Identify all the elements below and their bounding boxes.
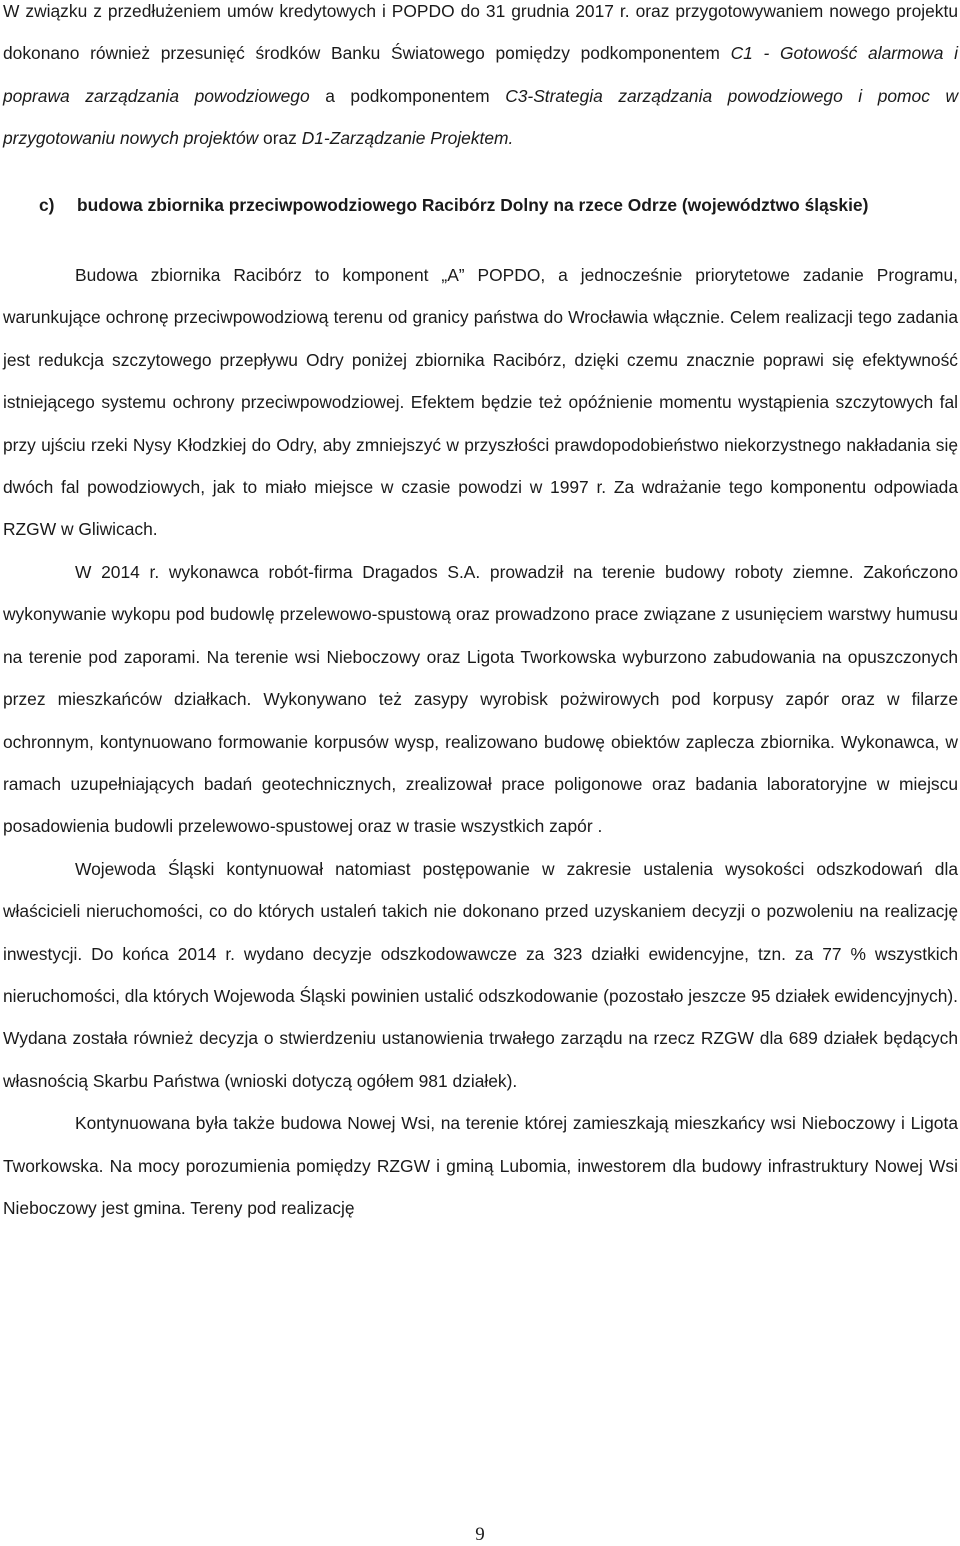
paragraph-works-2014: W 2014 r. wykonawca robót-firma Dragados S.A. prowadził na terenie budowy roboty ziemne. Zakończono wykonywanie wykopu pod budowlę przelewowo-spustową oraz prowadzono prace związane z usunięciem warstwy humusu na terenie pod zaporami. Na terenie wsi Nieboczowy oraz Ligota Tworkowska wyburzono zabudowania na opuszczonych przez mieszkańców działkach. Wykonywano też zasypy wyrobisk pożwirowych pod korpusy zapór oraz w filarze ochronnym, kontynuowano formowanie korpusów wysp, realizowano budowę obiektów zaplecza zbiornika. Wykonawca, w ramach uzupełniających badań geotechnicznych, zrealizował prace poligonowe oraz badania laboratoryjne w miejscu posadowienia budowli przelewowo-spustowej oraz w trasie wszystkich zapór .: [3, 561, 958, 837]
section-label: c): [39, 194, 55, 215]
spacer: [3, 226, 958, 254]
document-page: [3, 0, 958, 1229]
paragraph-text: a podkomponentem: [309, 85, 506, 106]
section-title: budowa zbiornika przeciwpowodziowego Racibórz Dolny na rzece Odrze (województwo śląskie): [77, 194, 869, 215]
italic-subcomponent-c3: C3-Strategia zarządzania powodziowego i pomoc w przygotowaniu nowych projektów: [3, 85, 959, 149]
paragraph-compensation: Wojewoda Śląski kontynuował natomiast postępowanie w zakresie ustalenia wysokości odszkodowań dla właścicieli nieruchomości, co do których ustaleń takich nie dokonano przed uzyskaniem decyzji o pozwoleniu na realizację inwestycji. Do końca 2014 r. wydano decyzje odszkodowawcze za 323 działki ewidencyjne, tzn. za 77 % wszystkich nieruchomości, dla których Wojewoda Śląski powinien ustalić odszkodowanie (pozostało jeszcze 95 działek ewidencyjnych). Wydana została również decyzja o stwierdzeniu ustanowienia trwałego zarządu na rzecz RZGW dla 689 działek będących własnością Skarbu Państwa (wnioski dotyczą ogółem 981 działek).: [3, 858, 958, 1091]
paragraph-reservoir-purpose: Budowa zbiornika Racibórz to komponent „A” POPDO, a jednocześnie priorytetowe zadanie Programu, warunkujące ochronę przeciwpowodziową terenu od granicy państwa do Wrocławia włącznie. Celem realizacji tego zadania jest redukcja szczytowego przepływu Odry poniżej zbiornika Racibórz, dzięki czemu znacznie poprawi się efektywność istniejącego systemu ochrony przeciwpowodziowej. Efektem będzie też opóźnienie momentu wystąpienia szczytowych fal przy ujściu rzeki Nysy Kłodzkiej do Odry, aby zmniejszyć w przyszłości prawdopodobieństwo niekorzystnego nakładania się dwóch fal powodziowych, jak to miało miejsce w czasie powodzi w 1997 r. Za wdrażanie tego komponentu odpowiada RZGW w Gliwicach.: [3, 265, 958, 540]
paragraph-new-village: Kontynuowana była także budowa Nowej Wsi, na terenie której zamieszkają mieszkańcy wsi Nieboczowy i Ligota Tworkowska. Na mocy porozumienia pomiędzy RZGW i gminą Lubomia, inwestorem dla budowy infrastruktury Nowej Wsi Nieboczowy jest gmina. Tereny pod realizację: [3, 1113, 958, 1218]
section-heading: [3, 184, 958, 226]
italic-subcomponent-c1: C1 - Gotowość alarmowa i poprawa zarządzania powodziowego: [3, 43, 958, 106]
paragraph-line: W związku z przedłużeniem umów kredytowych i POPDO do 31 grudnia 2017 r.: [3, 1, 630, 21]
paragraph-text: oraz przygotowywaniem nowego projektu dokonano również przesunięć środków Banku Światowego pomiędzy podkomponentem: [3, 1, 958, 64]
paragraph-bank-funds: [3, 0, 958, 160]
paragraph-text: oraz: [258, 128, 302, 149]
page-number: 9: [475, 1524, 485, 1545]
italic-subcomponent-d1: D1-Zarządzanie Projektem.: [301, 128, 514, 149]
